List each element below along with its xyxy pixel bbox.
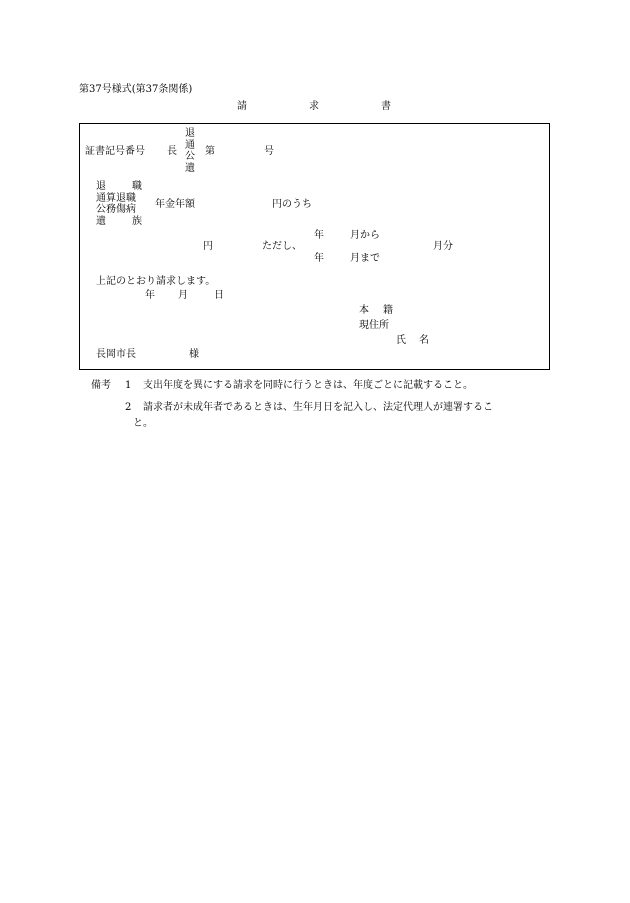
sama-label: 様	[189, 349, 199, 360]
pension-type-stack	[96, 181, 142, 227]
request-statement: 上記のとおり請求します。	[96, 276, 216, 287]
pension-type-label: 通算退職	[96, 192, 136, 204]
cert-type-label: 退	[185, 128, 195, 139]
pension-type-row	[96, 181, 142, 193]
yen-label: 円	[203, 241, 213, 252]
note-number: 1	[125, 380, 132, 391]
note-text: 請求者が未成年者であるときは、生年月日を記入し、法定代理人が連署するこ	[143, 402, 493, 413]
note-text: 支出年度を異にする請求を同時に行うときは、年度ごとに記載すること。	[143, 380, 473, 391]
date-month-label: 月	[178, 290, 188, 301]
note-number: 2	[125, 402, 132, 413]
pension-type-char: 族	[132, 215, 142, 227]
from-month-label: 月から	[350, 230, 380, 241]
form-title-char: 書	[381, 101, 391, 112]
date-day-label: 日	[214, 290, 224, 301]
date-year-label: 年	[145, 290, 155, 301]
addressee-label: 長岡市長	[96, 349, 136, 360]
cert-chou-label: 長	[167, 146, 177, 157]
address-label: 現住所	[359, 320, 389, 331]
pension-type-char: 退	[96, 181, 106, 192]
pension-type-char: 職	[132, 181, 142, 192]
cert-gou-label: 号	[264, 146, 274, 157]
cert-type-label: 公	[185, 151, 195, 162]
notes-label: 備考	[91, 380, 111, 391]
cert-type-label: 通	[185, 139, 195, 151]
form-title-char: 求	[309, 101, 319, 112]
cert-dai-label: 第	[205, 146, 215, 157]
tadashi-label: ただし、	[262, 241, 302, 252]
pension-type-row	[96, 216, 142, 228]
pension-type-char: 遺	[96, 215, 106, 227]
pension-type-label: 公務傷病	[96, 204, 136, 215]
form-number-header: 第37号様式(第37条関係)	[79, 84, 193, 95]
annual-amount-label: 年金年額	[155, 199, 195, 210]
form-title	[237, 101, 391, 113]
month-portion-label: 月分	[433, 241, 453, 252]
form-box	[79, 123, 550, 370]
note-text-continued: と。	[133, 418, 153, 429]
yen-of-label: 円のうち	[272, 199, 312, 210]
honseki-char: 籍	[383, 305, 393, 316]
cert-type-label: 遺	[185, 162, 195, 174]
honseki-char: 本	[359, 305, 369, 316]
from-year-label: 年	[314, 230, 324, 241]
cert-type-stack	[185, 128, 195, 174]
name-char: 名	[419, 335, 429, 346]
form-title-char: 請	[237, 101, 247, 112]
to-year-label: 年	[314, 253, 324, 264]
cert-number-label: 証書記号番号	[85, 146, 145, 157]
honseki-label	[359, 305, 393, 317]
name-label	[396, 335, 429, 347]
name-char: 氏	[396, 335, 406, 346]
to-month-label: 月まで	[350, 253, 380, 264]
